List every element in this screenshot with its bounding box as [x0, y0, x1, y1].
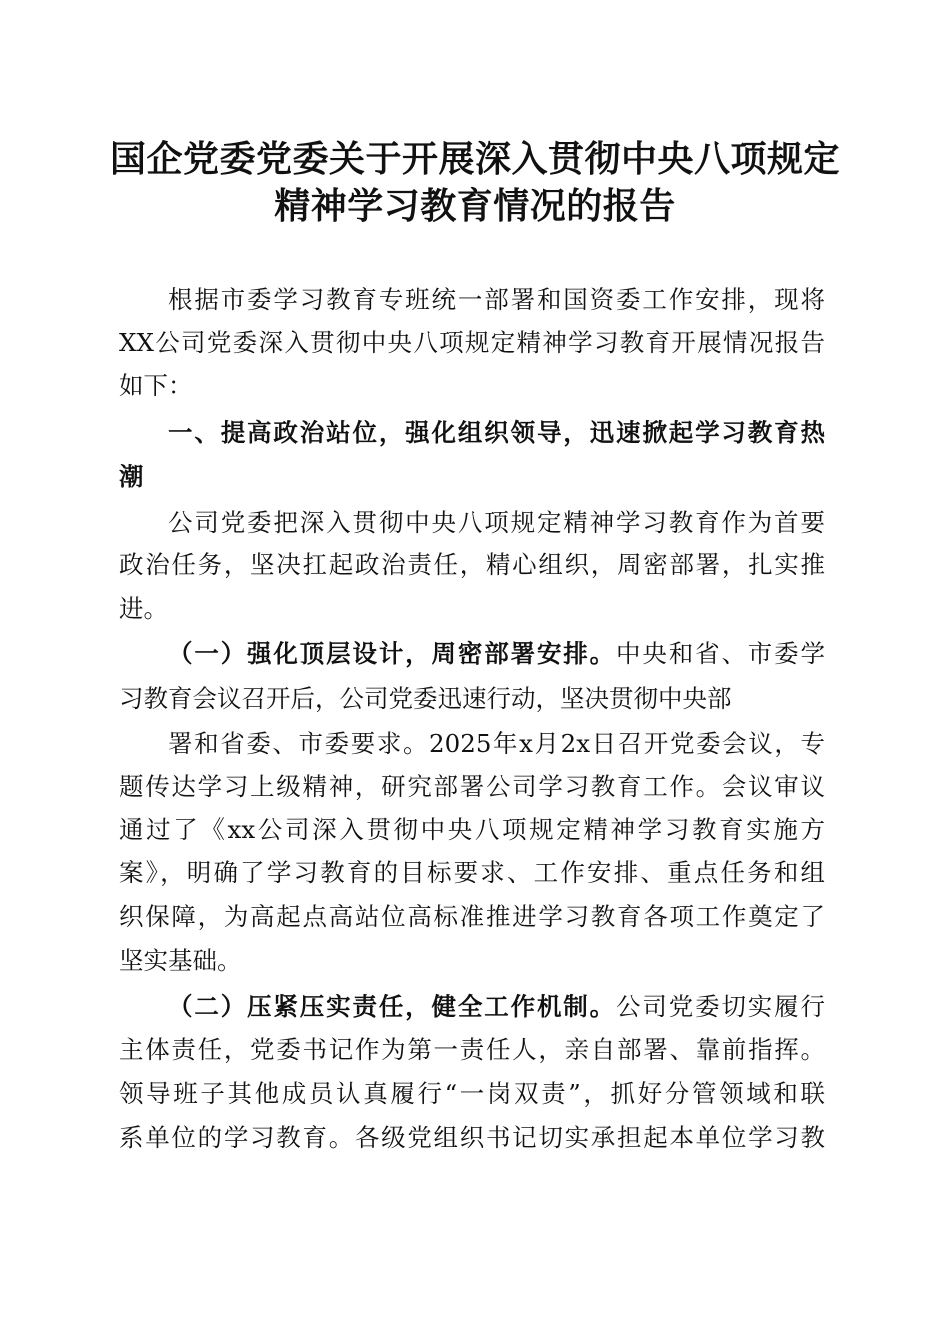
document-title-line-1: 国企党委党委关于开展深入贯彻中央八项规定: [109, 138, 840, 180]
subsection-1-line-5: 通过了《xx公司深入贯彻中央八项规定精神学习教育实施方: [119, 815, 825, 844]
subsection-1-line-7: 织保障，为高起点高站位高标准推进学习教育各项工作奠定了: [119, 902, 825, 931]
subsection-2-line-3: 领导班子其他成员认真履行“一岗双责”，抓好分管领域和联: [119, 1079, 825, 1108]
subsection-1-line-1-text: 中央和省、市委学: [616, 639, 826, 668]
subsection-1-line-3: 署和省委、市委要求。2025年x月2x日召开党委会议，专: [168, 729, 825, 758]
subsection-2-line-1-text: 公司党委切实履行: [616, 992, 826, 1021]
subsection-1-line-6: 案》，明确了学习教育的目标要求、工作安排、重点任务和组: [119, 858, 825, 887]
subsection-1-line-2: 习教育会议召开后，公司党委迅速行动，坚决贯彻中央部: [119, 684, 732, 713]
intro-line-3: 如下：: [119, 371, 193, 400]
section-1-para-line-1: 公司党委把深入贯彻中央八项规定精神学习教育作为首要: [168, 508, 825, 537]
subsection-1-line-1: [168, 639, 825, 669]
subsection-1-label: （一）强化顶层设计，周密部署安排。: [168, 639, 617, 668]
subsection-2-line-2: 主体责任，党委书记作为第一责任人，亲自部署、靠前指挥。: [119, 1035, 825, 1064]
section-1-heading-line-1: 一、提高政治站位，强化组织领导，迅速掀起学习教育热: [168, 418, 825, 447]
intro-line-1: 根据市委学习教育专班统一部署和国资委工作安排，现将: [168, 285, 825, 314]
section-1-para-line-2: 政治任务，坚决扛起政治责任，精心组织，周密部署，扎实推: [119, 550, 825, 579]
subsection-2-line-4: 系单位的学习教育。各级党组织书记切实承担起本单位学习教: [119, 1123, 825, 1152]
subsection-2-label: （二）压紧压实责任，健全工作机制。: [168, 992, 617, 1021]
document-title-line-2: 精神学习教育情况的报告: [274, 185, 676, 227]
section-1-heading-line-2: 潮: [119, 462, 144, 491]
subsection-1-line-8: 坚实基础。: [119, 946, 242, 975]
subsection-2-line-1: [168, 992, 825, 1022]
section-1-para-line-3: 进。: [119, 594, 168, 623]
subsection-1-line-4: 题传达学习上级精神，研究部署公司学习教育工作。会议审议: [119, 772, 825, 801]
intro-line-2: XX公司党委深入贯彻中央八项规定精神学习教育开展情况报告: [119, 328, 825, 357]
